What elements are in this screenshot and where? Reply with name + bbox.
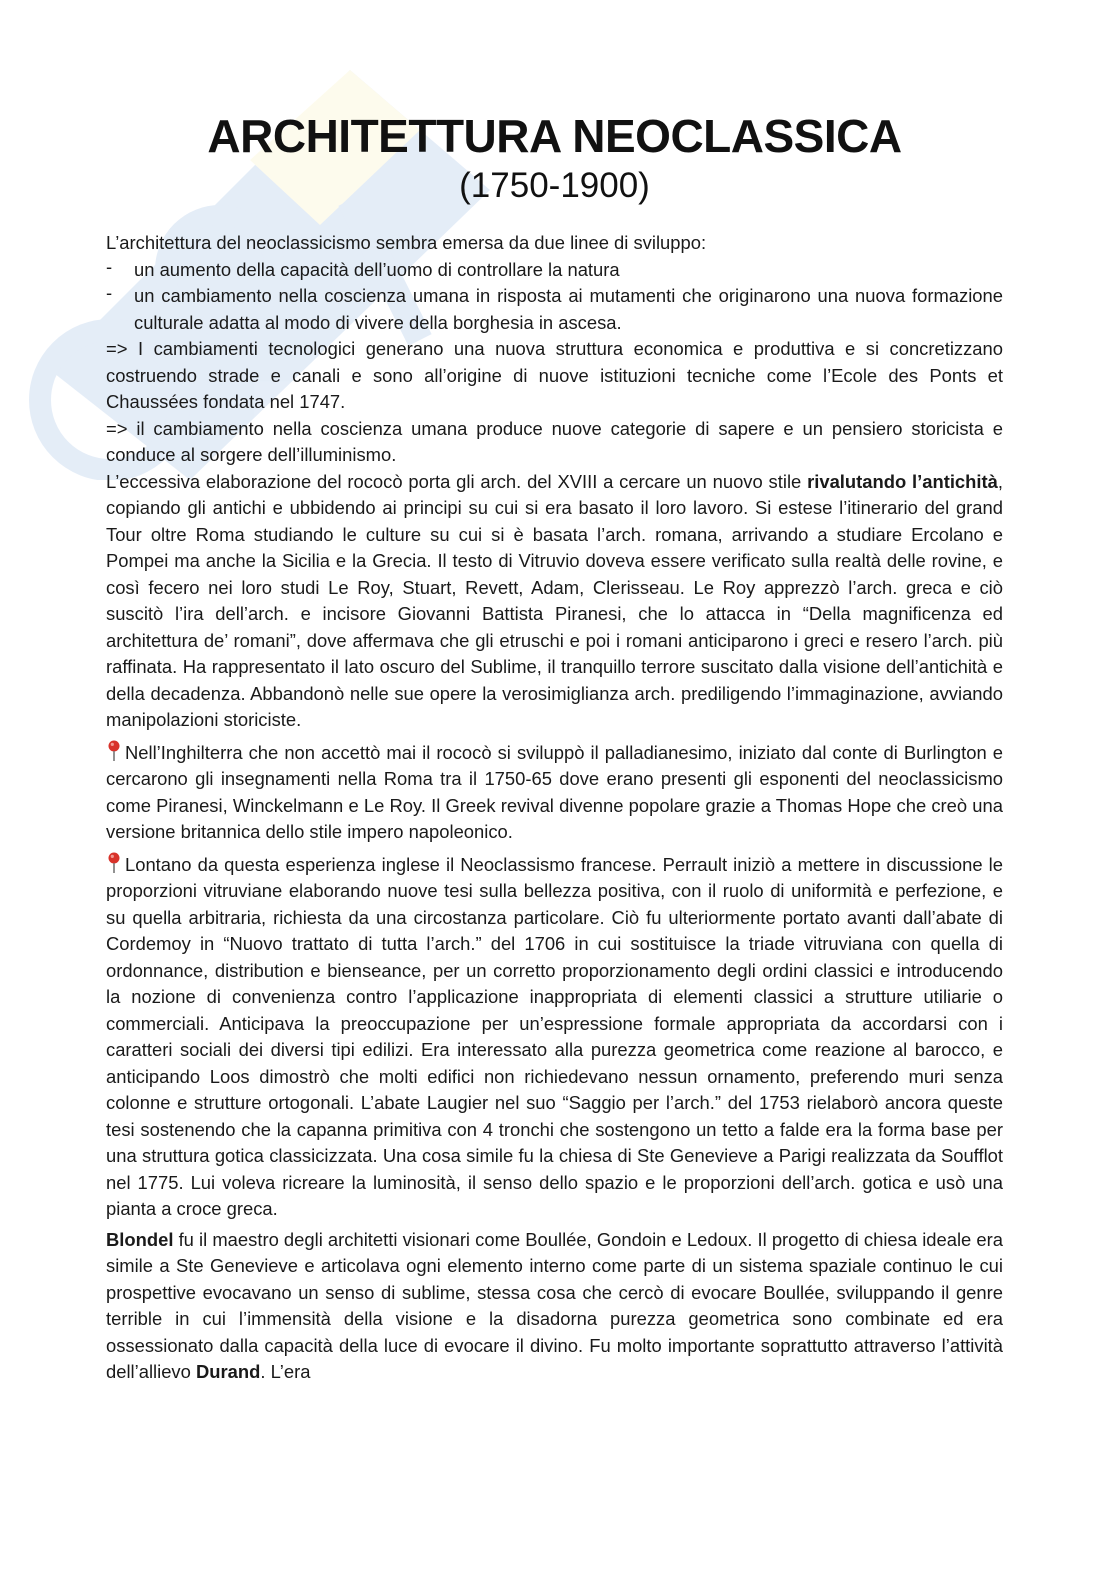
blondel-text: fu il maestro degli architetti visionari come Boullée, Gondoin e Ledoux. Il progetto di chiesa ideale era simile a Ste Genevieve e articolava ogni elemento interno come parte di un sistema spaziale continuo le cui prospettive evocavano un senso di sublime, stessa cosa che cercò di evocare Boullée, sviluppando il genre terrible in cui l’immensità della visione e la disadorna purezza geometrica sono combinate ed era ossessionato dalla capacità della luce di evocare il divino. Fu molto importante soprattutto attraverso l’attività dell’allievo — [106, 1228, 1003, 1382]
rococo-text-start: L’eccessiva elaborazione del rococò porta gli arch. del XVIII a cercare un nuovo stile — [106, 470, 808, 492]
rococo-text-end: , copiando gli antichi e ubbidendo ai principi su cui si era basato il loro lavoro. Si estese l’itinerario del grand Tour oltre Roma studiando le culture su cui si è basata l’arch. romana, arrivando a studiare Ercolano e Pompei ma anche la Sicilia e la Grecia. Il testo di Vitruvio doveva essere verificato sulla realtà delle rovine, e così fecero nei loro studi Le Roy, Stuart, Revett, Adam, Clerisseau. Le Roy apprezzò l’arch. greca e ciò suscitò l’ira dell’arch. e incisore Giovanni Battista Piranesi, che lo attacca in “Della magnificenza ed architettura de’ romani”, dove affermava che gli etruschi e poi i romani anticiparono i greci e resero l’arch. più raffinata. Ha rappresentato il lato oscuro del Sublime, il tranquillo terrore suscitato dalla visione dell’antichità e della decadenza. Abbandonò nelle sue opere la verosimiglianza arch. prediligendo l’immaginazione, avviando manipolazioni storiciste. — [106, 470, 1003, 730]
england-paragraph — [106, 740, 1003, 846]
list-item-text: un cambiamento nella coscienza umana in risposta ai mutamenti che originarono una nuova formazione culturale adatta al modo di vivere della borghesia in ascesa. — [134, 285, 1003, 333]
document-title: ARCHITETTURA NEOCLASSICA — [207, 110, 902, 162]
blondel-bold-name: Blondel — [106, 1228, 174, 1250]
development-lines-list — [106, 257, 1003, 337]
list-item-text: un aumento della capacità dell’uomo di controllare la natura — [134, 258, 620, 280]
england-text: Nell’Inghilterra che non accettò mai il rococò si sviluppò il palladianesimo, iniziato dal conte di Burlington e cercarono gli insegnamenti nella Roma tra il 1750-65 dove erano presenti gli esponenti del neoclassicismo come Piranesi, Winckelmann e Le Roy. Il Greek revival divenne popolare grazie a Thomas Hope che creò una versione britannica dello stile impero napoleonico. — [106, 741, 1003, 842]
list-item — [106, 257, 1003, 284]
list-item — [106, 283, 1003, 336]
france-paragraph — [106, 852, 1003, 1223]
blondel-paragraph — [106, 1227, 1003, 1386]
rococo-bold-phrase: rivalutando l’antichità — [807, 470, 998, 492]
dash-marker: - — [106, 255, 113, 277]
intro-paragraph: L’architettura del neoclassicismo sembra emersa da due linee di sviluppo: — [106, 232, 707, 253]
durand-bold-name: Durand — [195, 1361, 261, 1382]
blondel-text-end: . L’era — [260, 1361, 311, 1382]
document-page — [106, 108, 1003, 1386]
rococo-paragraph — [106, 469, 1003, 734]
france-text: Lontano da questa esperienza inglese il Neoclassismo francese. Perrault iniziò a mettere in discussione le proporzioni vitruviane elaborando nuove tesi sulla bellezza positiva, con il ruolo di uniformità e perfezione, e su quella arbitraria, richiesta da una circostanza particolare. Ciò fu ulteriormente portato avanti dall’abate di Cordemoy in “Nuovo trattato di tutta l’arch.” del 1706 in cui sostituisce la triade vitruviana con quella di ordonnance, distribution e bienseance, per un corretto proporzionamento degli ordini classici e introducendo la nozione di convenienza contro l’applicazione inappropriata di elementi classici a strutture utiliarie o commerciali. Anticipava la preoccupazione per un’espressione formale appropriata da accordarsi con i caratteri sociali dei diversi tipi edilizi. Era interessato alla purezza geometrica come reazione al barocco, e anticipando Loos dimostrò che molti edifici non richiedevano nessun ornamento, preferendo muri senza colonne e strutture ortogonali. L’abate Laugier nel suo “Saggio per l’arch.” del 1753 rielaborò ancora queste tesi sostenendo che la capanna primitiva con 4 tronchi che sostengono un tetto a falde era la forma base per una struttura gotica classicizzata. Una cosa simile fu la chiesa di Ste Genevieve a Parigi realizzata da Soufflot nel 1775. Lui voleva ricreare la luminosità, il senso dello spazio e le proporzioni dell’arch. gotica e usò una pianta a croce greca. — [106, 853, 1003, 1219]
document-subtitle: (1750-1900) — [459, 166, 650, 205]
arrow-paragraph-consciousness: => il cambiamento nella coscienza umana produce nuove categorie di sapere e un pensiero storicista e conduce al sorgere dell’illuminismo. — [106, 417, 1003, 465]
pushpin-icon — [106, 740, 122, 762]
dash-marker: - — [106, 282, 113, 303]
arrow-paragraph-technology: => I cambiamenti tecnologici generano una nuova struttura economica e produttiva e si concretizzano costruendo strade e canali e sono all’origine di nuove istituzioni tecniche come l’Ecole des Ponts et Chaussées fondata nel 1747. — [106, 338, 1003, 412]
pushpin-icon — [106, 852, 122, 874]
